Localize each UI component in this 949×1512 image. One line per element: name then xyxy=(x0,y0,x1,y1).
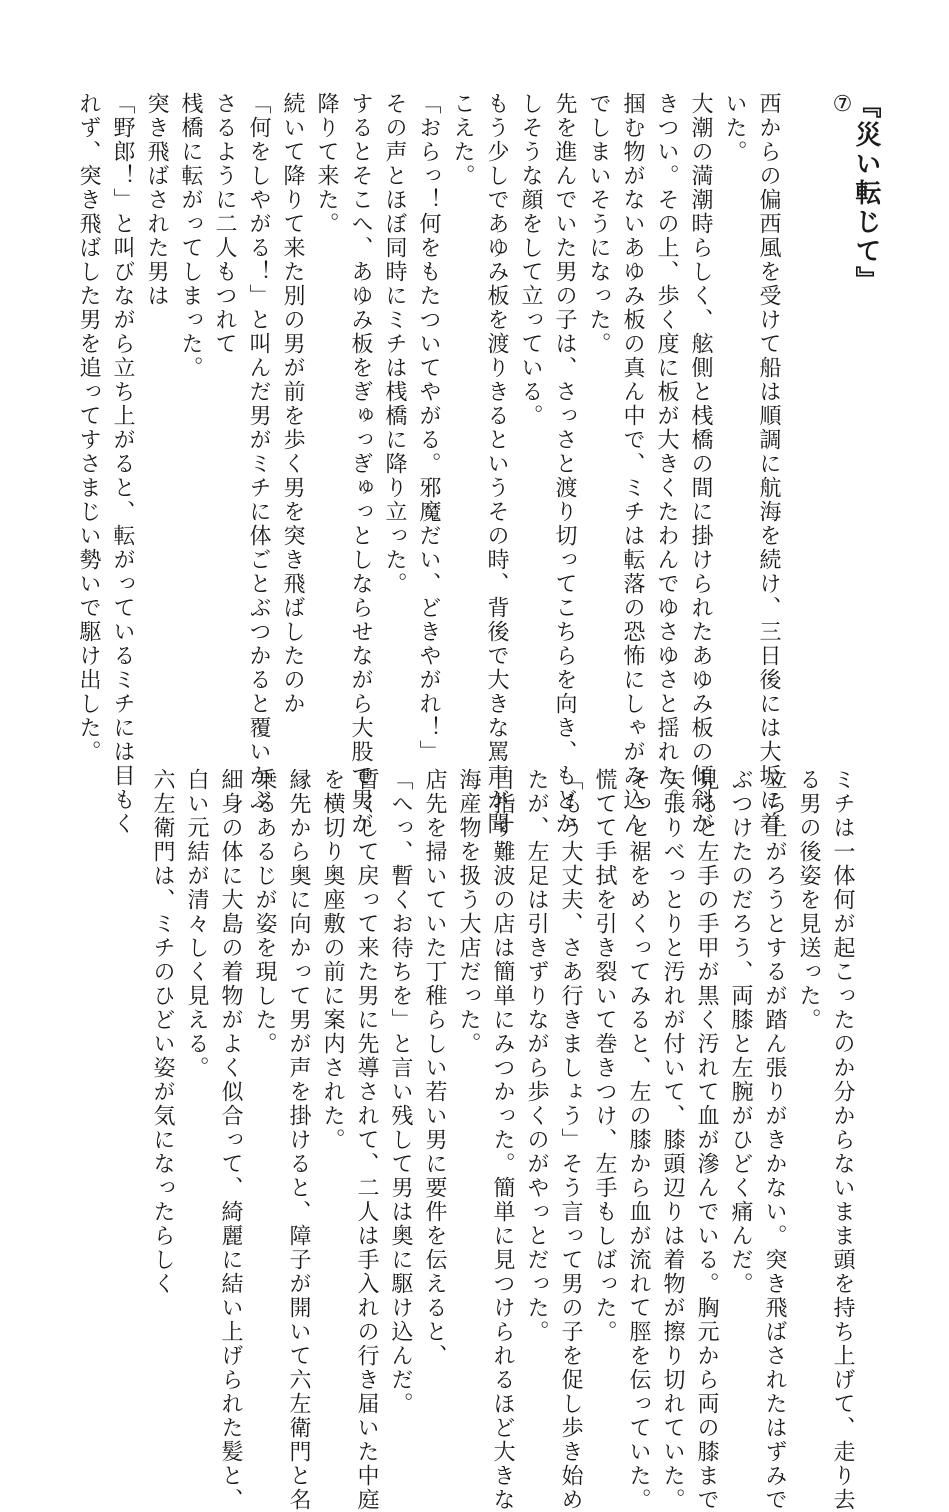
text-line: れず、突き飛ばした男を追ってすさまじい勢いで駆け出した。 xyxy=(76,92,101,764)
text-line: 降りて来た。 xyxy=(314,92,339,236)
text-line: 細身の体に大島の着物がよく似合って、綺麗に結い上げられた髪と、 xyxy=(218,768,243,1512)
text-line: 先を進んでいた男の子は、さっさと渡り切ってこちらを向き、もどか xyxy=(552,92,577,836)
text-line: こえた。 xyxy=(450,92,475,188)
text-line: 大潮の満潮時らしく、舷側と桟橋の間に掛けられたあゆみ板の傾斜が xyxy=(688,92,713,836)
text-line: するとそこへ、あゆみ板をぎゅっぎゅっとしならせながら大股で男が xyxy=(348,92,373,836)
text-line: ミチは一体何が起こったのか分からないまま頭を持ち上げて、走り去 xyxy=(830,768,855,1512)
text-line: 海産物を扱う大店だった。 xyxy=(456,768,481,1056)
text-line: 「もう大丈夫、さあ行きましょう」そう言って男の子を促し歩き始め xyxy=(558,768,583,1512)
text-line: でしまいそうになった。 xyxy=(586,92,611,356)
text-line: る男の後姿を見送った。 xyxy=(796,768,821,1032)
text-line: 突き飛ばされた男は xyxy=(144,92,169,308)
text-line: 乗るあるじが姿を現した。 xyxy=(252,768,277,1056)
lower-text-block xyxy=(59,768,859,1512)
text-line: 見ると左手の手甲が黒く汚れて血が滲んでいる。胸元から両の膝まで xyxy=(694,768,719,1512)
text-line: を横切り奥座敷の前に案内された。 xyxy=(320,768,345,1152)
text-line: 慌てて手拭を引き裂いて巻きつけ、左手もしばった。 xyxy=(592,768,617,1344)
text-line: 店先を掃いていた丁稚らしい若い男に要件を伝えると、 xyxy=(422,768,447,1368)
text-line: さるように二人もつれて xyxy=(212,92,237,356)
text-line: 「野郎！」と叫びながら立ち上がると、転がっているミチには目もく xyxy=(110,92,135,836)
text-line: 立ち上がろうとするが踏ん張りがきかない。突き飛ばされたはずみで xyxy=(762,768,787,1512)
text-line: しそうな顔をして立っている。 xyxy=(518,92,543,428)
text-line: 「へっ、暫くお待ちを」と言い残して男は奥に駆け込んだ。 xyxy=(388,768,413,1416)
text-line: そっと裾をめくってみると、左の膝から血が流れて脛を伝っていた。 xyxy=(626,768,651,1512)
text-line: もう少しであゆみ板を渡りきるというその時、背後で大きな罵声が聞 xyxy=(484,92,509,836)
text-line: 白い元結が清々しく見える。 xyxy=(184,768,209,1080)
text-line: きつい。その上、歩く度に板が大きくたわんでゆさゆさと揺れた。 xyxy=(654,92,679,812)
text-line: 暫くして戻って来た男に先導されて、二人は手入れの行き届いた中庭 xyxy=(354,768,379,1512)
text-line: 西からの偏西風を受けて船は順調に航海を続け、三日後には大坂に着 xyxy=(756,92,781,836)
text-line: ぶつけたのだろう、両膝と左腕がひどく痛んだ。 xyxy=(728,768,753,1296)
upper-text-block xyxy=(76,92,859,836)
text-line: 「おらっ！何をもたついてやがる。邪魔だい、どきやがれ！」 xyxy=(416,92,441,764)
text-line: 矢張りべっとりと汚れが付いて、膝頭辺りは着物が擦り切れていた。 xyxy=(660,768,685,1512)
text-line: いた。 xyxy=(722,92,747,164)
chapter-title: 『災い転じて』 xyxy=(851,92,881,295)
text-line: 六左衛門は、ミチのひどい姿が気になったらしく xyxy=(150,768,175,1296)
text-line: 掴む物がないあゆみ板の真ん中で、ミチは転落の恐怖にしゃがみ込ん xyxy=(620,92,645,836)
text-line: 縁先から奥に向かって男が声を掛けると、障子が開いて六左衛門と名 xyxy=(286,768,311,1512)
text-line: 目指す難波の店は簡単にみつかった。簡単に見つけられるほど大きな xyxy=(490,768,515,1512)
text-line: たが、左足は引きずりながら歩くのがやっとだった。 xyxy=(524,768,549,1344)
text-line: 続いて降りて来た別の男が前を歩く男を突き飛ばしたのか xyxy=(280,92,305,716)
chapter-number: ⑦ xyxy=(830,92,855,119)
spacer xyxy=(785,92,819,652)
text-line: その声とほぼ同時にミチは桟橋に降り立った。 xyxy=(382,92,407,596)
text-line: 桟橋に転がってしまった。 xyxy=(178,92,203,380)
text-line: 「何をしやがる！」と叫んだ男がミチに体ごとぶつかると覆いかぶ xyxy=(246,92,271,812)
